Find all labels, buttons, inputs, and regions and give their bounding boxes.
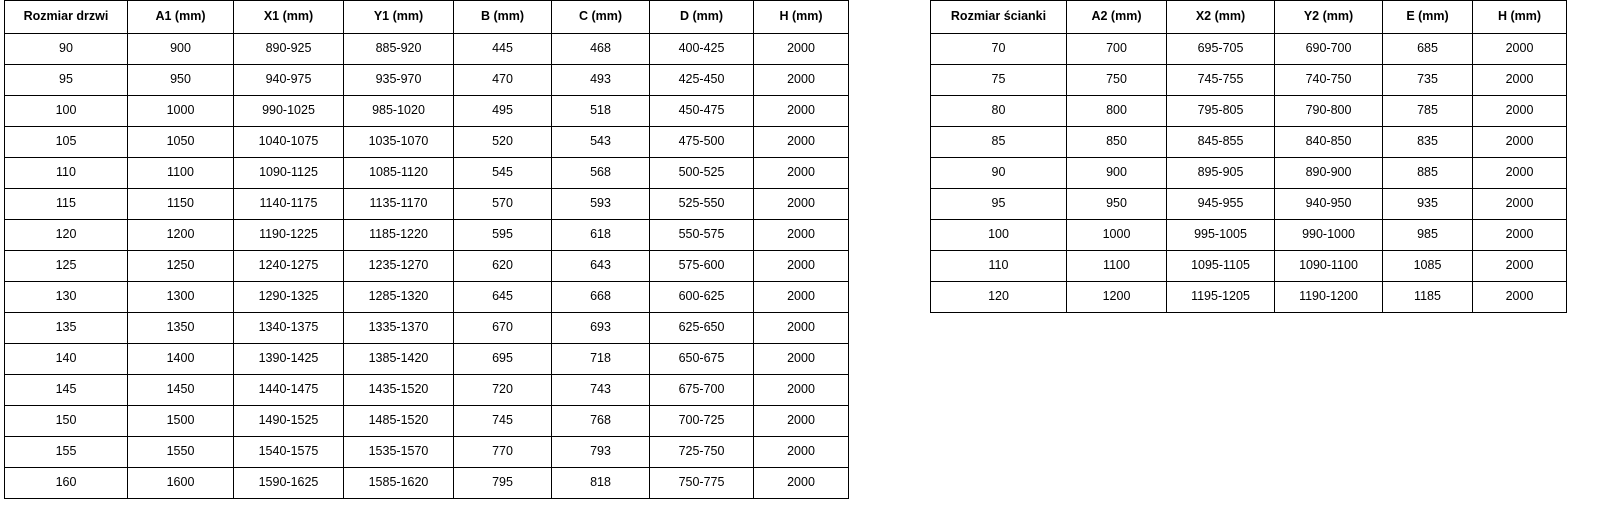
cell: 935	[1383, 189, 1473, 220]
cell: 1140-1175	[234, 189, 344, 220]
column-header-rozmiar-drzwi: Rozmiar drzwi	[5, 1, 128, 34]
cell: 935-970	[344, 65, 454, 96]
cell: 593	[552, 189, 650, 220]
cell: 2000	[754, 127, 849, 158]
cell: 425-450	[650, 65, 754, 96]
cell: 85	[931, 127, 1067, 158]
cell: 1590-1625	[234, 468, 344, 499]
cell: 690-700	[1275, 34, 1383, 65]
cell: 1250	[128, 251, 234, 282]
cell: 543	[552, 127, 650, 158]
cell: 2000	[754, 468, 849, 499]
cell: 2000	[754, 220, 849, 251]
table-row	[931, 65, 1567, 96]
column-header-c: C (mm)	[552, 1, 650, 34]
cell: 643	[552, 251, 650, 282]
cell: 550-575	[650, 220, 754, 251]
cell: 835	[1383, 127, 1473, 158]
table-row	[5, 282, 849, 313]
walls-table-header	[931, 1, 1567, 34]
table-row	[5, 251, 849, 282]
table-row	[931, 158, 1567, 189]
table-row	[931, 220, 1567, 251]
cell: 793	[552, 437, 650, 468]
cell: 100	[931, 220, 1067, 251]
cell: 1040-1075	[234, 127, 344, 158]
cell: 2000	[1473, 251, 1567, 282]
cell: 2000	[754, 313, 849, 344]
cell: 570	[454, 189, 552, 220]
column-header-h: H (mm)	[754, 1, 849, 34]
table-row	[931, 282, 1567, 313]
cell: 1290-1325	[234, 282, 344, 313]
cell: 1440-1475	[234, 375, 344, 406]
table-row	[5, 96, 849, 127]
cell: 2000	[1473, 34, 1567, 65]
cell: 2000	[1473, 158, 1567, 189]
cell: 518	[552, 96, 650, 127]
cell: 725-750	[650, 437, 754, 468]
cell: 720	[454, 375, 552, 406]
table-row	[931, 189, 1567, 220]
cell: 1000	[128, 96, 234, 127]
cell: 2000	[1473, 96, 1567, 127]
cell: 1485-1520	[344, 406, 454, 437]
cell: 600-625	[650, 282, 754, 313]
cell: 1190-1225	[234, 220, 344, 251]
cell: 470	[454, 65, 552, 96]
cell: 1100	[128, 158, 234, 189]
cell: 80	[931, 96, 1067, 127]
cell: 493	[552, 65, 650, 96]
cell: 693	[552, 313, 650, 344]
cell: 750	[1067, 65, 1167, 96]
cell: 140	[5, 344, 128, 375]
cell: 2000	[754, 158, 849, 189]
cell: 2000	[754, 96, 849, 127]
cell: 1335-1370	[344, 313, 454, 344]
cell: 1285-1320	[344, 282, 454, 313]
cell: 790-800	[1275, 96, 1383, 127]
column-header-y1: Y1 (mm)	[344, 1, 454, 34]
column-header-b: B (mm)	[454, 1, 552, 34]
cell: 568	[552, 158, 650, 189]
table-row	[5, 344, 849, 375]
table-row	[5, 158, 849, 189]
cell: 845-855	[1167, 127, 1275, 158]
cell: 1500	[128, 406, 234, 437]
table-row	[5, 189, 849, 220]
cell: 740-750	[1275, 65, 1383, 96]
doors-dimensions-table	[4, 0, 849, 499]
table-row	[5, 375, 849, 406]
cell: 2000	[754, 406, 849, 437]
cell: 1340-1375	[234, 313, 344, 344]
cell: 1490-1525	[234, 406, 344, 437]
cell: 2000	[1473, 65, 1567, 96]
cell: 950	[128, 65, 234, 96]
cell: 2000	[754, 282, 849, 313]
cell: 595	[454, 220, 552, 251]
cell: 155	[5, 437, 128, 468]
walls-table-body	[931, 34, 1567, 313]
cell: 1435-1520	[344, 375, 454, 406]
column-header-rozmiar-scianki: Rozmiar ścianki	[931, 1, 1067, 34]
cell: 650-675	[650, 344, 754, 375]
cell: 2000	[754, 65, 849, 96]
cell: 985	[1383, 220, 1473, 251]
table-header-row	[931, 1, 1567, 34]
cell: 770	[454, 437, 552, 468]
cell: 2000	[754, 251, 849, 282]
cell: 700	[1067, 34, 1167, 65]
table-row	[931, 34, 1567, 65]
column-header-y2: Y2 (mm)	[1275, 1, 1383, 34]
cell: 1235-1270	[344, 251, 454, 282]
cell: 900	[1067, 158, 1167, 189]
cell: 645	[454, 282, 552, 313]
cell: 120	[5, 220, 128, 251]
cell: 895-905	[1167, 158, 1275, 189]
cell: 985-1020	[344, 96, 454, 127]
cell: 115	[5, 189, 128, 220]
cell: 1300	[128, 282, 234, 313]
cell: 400-425	[650, 34, 754, 65]
cell: 768	[552, 406, 650, 437]
table-row	[5, 220, 849, 251]
cell: 1150	[128, 189, 234, 220]
cell: 1185	[1383, 282, 1473, 313]
cell: 160	[5, 468, 128, 499]
cell: 890-900	[1275, 158, 1383, 189]
cell: 125	[5, 251, 128, 282]
column-header-h: H (mm)	[1473, 1, 1567, 34]
table-row	[5, 437, 849, 468]
cell: 718	[552, 344, 650, 375]
cell: 120	[931, 282, 1067, 313]
cell: 2000	[1473, 127, 1567, 158]
cell: 625-650	[650, 313, 754, 344]
cell: 890-925	[234, 34, 344, 65]
cell: 1600	[128, 468, 234, 499]
column-header-x1: X1 (mm)	[234, 1, 344, 34]
cell: 685	[1383, 34, 1473, 65]
cell: 1095-1105	[1167, 251, 1275, 282]
cell: 2000	[1473, 189, 1567, 220]
table-row	[5, 34, 849, 65]
cell: 745-755	[1167, 65, 1275, 96]
cell: 940-975	[234, 65, 344, 96]
walls-dimensions-table-container	[930, 0, 1567, 313]
cell: 885	[1383, 158, 1473, 189]
cell: 110	[5, 158, 128, 189]
cell: 743	[552, 375, 650, 406]
cell: 445	[454, 34, 552, 65]
cell: 475-500	[650, 127, 754, 158]
cell: 840-850	[1275, 127, 1383, 158]
column-header-x2: X2 (mm)	[1167, 1, 1275, 34]
cell: 900	[128, 34, 234, 65]
column-header-d: D (mm)	[650, 1, 754, 34]
table-row	[931, 127, 1567, 158]
cell: 1585-1620	[344, 468, 454, 499]
cell: 500-525	[650, 158, 754, 189]
cell: 695-705	[1167, 34, 1275, 65]
table-row	[931, 251, 1567, 282]
cell: 940-950	[1275, 189, 1383, 220]
cell: 990-1025	[234, 96, 344, 127]
cell: 1035-1070	[344, 127, 454, 158]
column-header-e: E (mm)	[1383, 1, 1473, 34]
cell: 1535-1570	[344, 437, 454, 468]
cell: 450-475	[650, 96, 754, 127]
cell: 695	[454, 344, 552, 375]
cell: 1085-1120	[344, 158, 454, 189]
cell: 850	[1067, 127, 1167, 158]
table-row	[5, 468, 849, 499]
cell: 2000	[754, 375, 849, 406]
cell: 2000	[754, 189, 849, 220]
cell: 750-775	[650, 468, 754, 499]
cell: 2000	[754, 34, 849, 65]
cell: 95	[5, 65, 128, 96]
cell: 1200	[128, 220, 234, 251]
cell: 130	[5, 282, 128, 313]
table-row	[5, 313, 849, 344]
cell: 1400	[128, 344, 234, 375]
cell: 1350	[128, 313, 234, 344]
cell: 90	[5, 34, 128, 65]
cell: 995-1005	[1167, 220, 1275, 251]
cell: 670	[454, 313, 552, 344]
table-row	[5, 127, 849, 158]
cell: 75	[931, 65, 1067, 96]
cell: 885-920	[344, 34, 454, 65]
cell: 545	[454, 158, 552, 189]
cell: 135	[5, 313, 128, 344]
cell: 620	[454, 251, 552, 282]
cell: 1195-1205	[1167, 282, 1275, 313]
cell: 150	[5, 406, 128, 437]
cell: 818	[552, 468, 650, 499]
cell: 795-805	[1167, 96, 1275, 127]
column-header-a1: A1 (mm)	[128, 1, 234, 34]
cell: 1385-1420	[344, 344, 454, 375]
cell: 1090-1125	[234, 158, 344, 189]
cell: 800	[1067, 96, 1167, 127]
cell: 1000	[1067, 220, 1167, 251]
cell: 575-600	[650, 251, 754, 282]
cell: 1390-1425	[234, 344, 344, 375]
cell: 1050	[128, 127, 234, 158]
doors-table-body	[5, 34, 849, 499]
cell: 70	[931, 34, 1067, 65]
cell: 2000	[1473, 220, 1567, 251]
walls-dimensions-table	[930, 0, 1567, 313]
cell: 1085	[1383, 251, 1473, 282]
cell: 668	[552, 282, 650, 313]
cell: 990-1000	[1275, 220, 1383, 251]
cell: 1185-1220	[344, 220, 454, 251]
cell: 2000	[1473, 282, 1567, 313]
cell: 90	[931, 158, 1067, 189]
cell: 1550	[128, 437, 234, 468]
table-row	[931, 96, 1567, 127]
cell: 700-725	[650, 406, 754, 437]
cell: 1190-1200	[1275, 282, 1383, 313]
cell: 95	[931, 189, 1067, 220]
column-header-a2: A2 (mm)	[1067, 1, 1167, 34]
table-row	[5, 406, 849, 437]
cell: 785	[1383, 96, 1473, 127]
table-row	[5, 65, 849, 96]
cell: 100	[5, 96, 128, 127]
cell: 145	[5, 375, 128, 406]
cell: 1240-1275	[234, 251, 344, 282]
doors-table-header	[5, 1, 849, 34]
cell: 795	[454, 468, 552, 499]
doors-dimensions-table-container	[4, 0, 849, 499]
cell: 468	[552, 34, 650, 65]
cell: 110	[931, 251, 1067, 282]
cell: 1200	[1067, 282, 1167, 313]
cell: 1100	[1067, 251, 1167, 282]
cell: 2000	[754, 344, 849, 375]
cell: 1135-1170	[344, 189, 454, 220]
cell: 2000	[754, 437, 849, 468]
cell: 105	[5, 127, 128, 158]
cell: 950	[1067, 189, 1167, 220]
cell: 1450	[128, 375, 234, 406]
cell: 495	[454, 96, 552, 127]
cell: 1090-1100	[1275, 251, 1383, 282]
cell: 945-955	[1167, 189, 1275, 220]
cell: 745	[454, 406, 552, 437]
table-header-row	[5, 1, 849, 34]
cell: 675-700	[650, 375, 754, 406]
cell: 525-550	[650, 189, 754, 220]
cell: 618	[552, 220, 650, 251]
cell: 520	[454, 127, 552, 158]
cell: 1540-1575	[234, 437, 344, 468]
cell: 735	[1383, 65, 1473, 96]
